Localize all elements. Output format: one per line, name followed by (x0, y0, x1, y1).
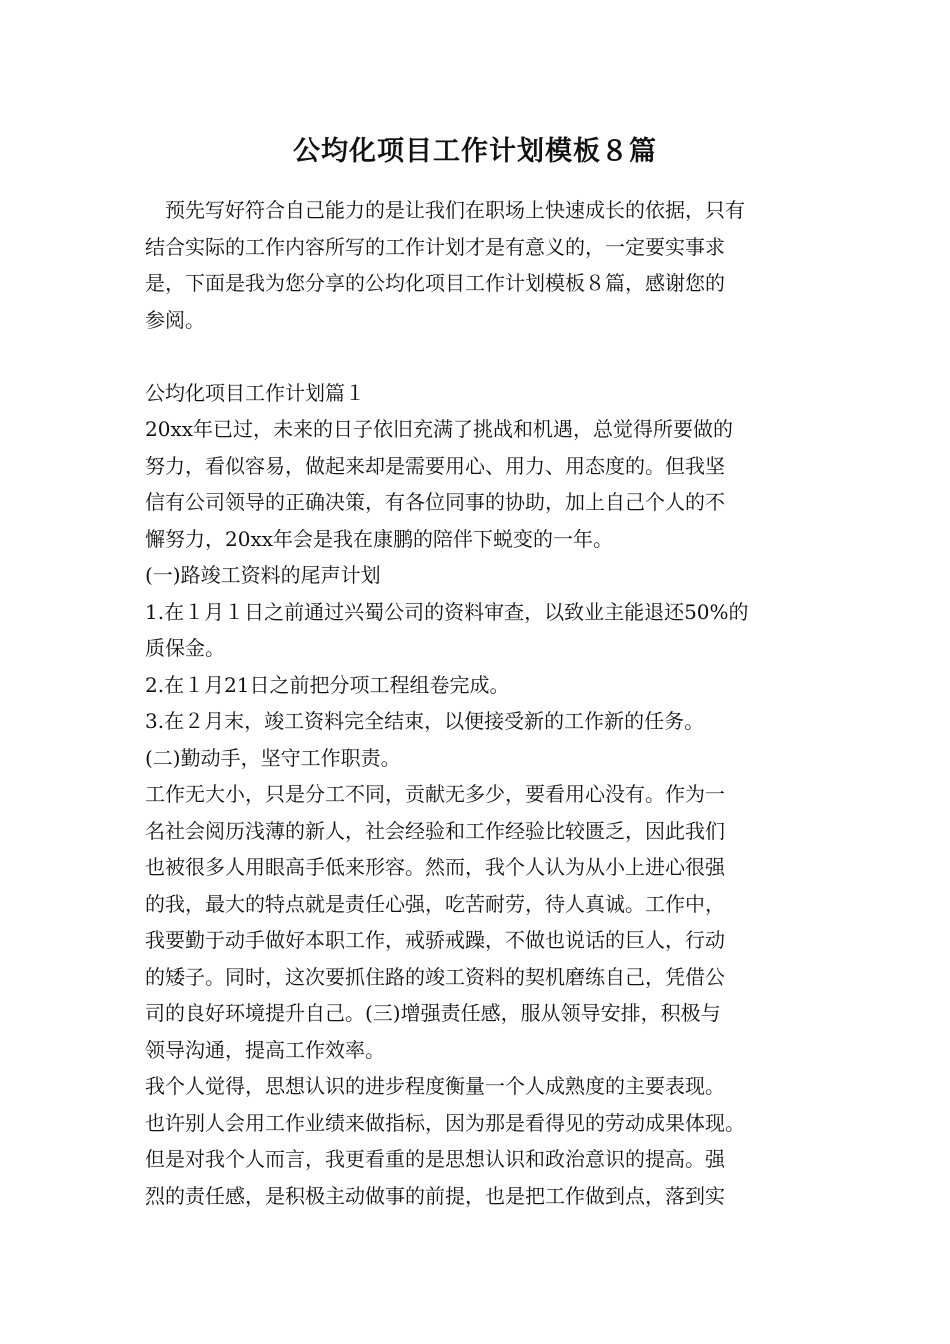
body-line: 也许别人会用工作业绩来做指标，因为那是看得见的劳动成果体现。 (145, 1110, 745, 1135)
subheading: (一)路竣工资料的尾声计划 (145, 563, 381, 587)
body-line: 也被很多人用眼高手低来形容。然而，我个人认为从小上进心很强 (145, 855, 725, 879)
body-line: 我个人觉得，思想认识的进步程度衡量一个人成熟度的主要表现。 (145, 1074, 725, 1098)
body-line: 烈的责任感，是积极主动做事的前提，也是把工作做到点，落到实 (145, 1183, 725, 1208)
body-line: 工作无大小，只是分工不同，贡献无多少，要看用心没有。作为一 (145, 782, 725, 806)
section-heading: 公均化项目工作计划篇１ (145, 380, 365, 405)
body-line: 质保金。 (145, 636, 225, 660)
intro-line: 预先写好符合自己能力的是让我们在职场上快速成长的依据，只有 (145, 198, 745, 222)
intro-line: 是，下面是我为您分享的公均化项目工作计划模板８篇，感谢您的 (145, 271, 725, 295)
body-line: 1.在１月１日之前通过兴蜀公司的资料审查，以致业主能退还50%的 (145, 599, 749, 624)
body-line: 我要勤于动手做好本职工作，戒骄戒躁，不做也说话的巨人，行动 (145, 928, 725, 952)
paragraph-gap (145, 338, 825, 375)
body-line: 2.在１月21日之前把分项工程组卷完成。 (145, 672, 510, 697)
body-line: 努力，看似容易，做起来却是需要用心、用力、用态度的。但我坚 (145, 453, 725, 478)
document-body (145, 192, 825, 1214)
intro-line: 结合实际的工作内容所写的工作计划才是有意义的，一定要实事求 (145, 234, 725, 259)
body-line: 20xx年已过，未来的日子依旧充满了挑战和机遇，总觉得所要做的 (145, 417, 734, 441)
body-line: 领导沟通，提高工作效率。 (145, 1037, 385, 1062)
body-line: 的矮子。同时，这次要抓住路的竣工资料的契机磨练自己，凭借公 (145, 964, 725, 989)
body-line: 信有公司领导的正确决策，有各位同事的协助，加上自己个人的不 (145, 490, 725, 514)
body-line: 司的良好环境提升自己。(三)增强责任感，服从领导安排，积极与 (145, 1001, 721, 1025)
body-line: 3.在２月末，竣工资料完全结束，以便接受新的工作新的任务。 (145, 709, 705, 733)
document-title: 公均化项目工作计划模板８篇 (293, 136, 657, 167)
body-line: 但是对我个人而言，我更看重的是思想认识和政治意识的提高。强 (145, 1147, 725, 1171)
intro-line: 参阅。 (145, 307, 205, 332)
body-line: 名社会阅历浅薄的新人，社会经验和工作经验比较匮乏，因此我们 (145, 818, 725, 843)
body-line: 的我，最大的特点就是责任心强，吃苦耐劳，待人真诚。工作中， (145, 891, 725, 916)
body-line: 懈努力，20xx年会是我在康鹏的陪伴下蜕变的一年。 (145, 526, 614, 551)
subheading: (二)勤动手，坚守工作职责。 (145, 745, 401, 770)
